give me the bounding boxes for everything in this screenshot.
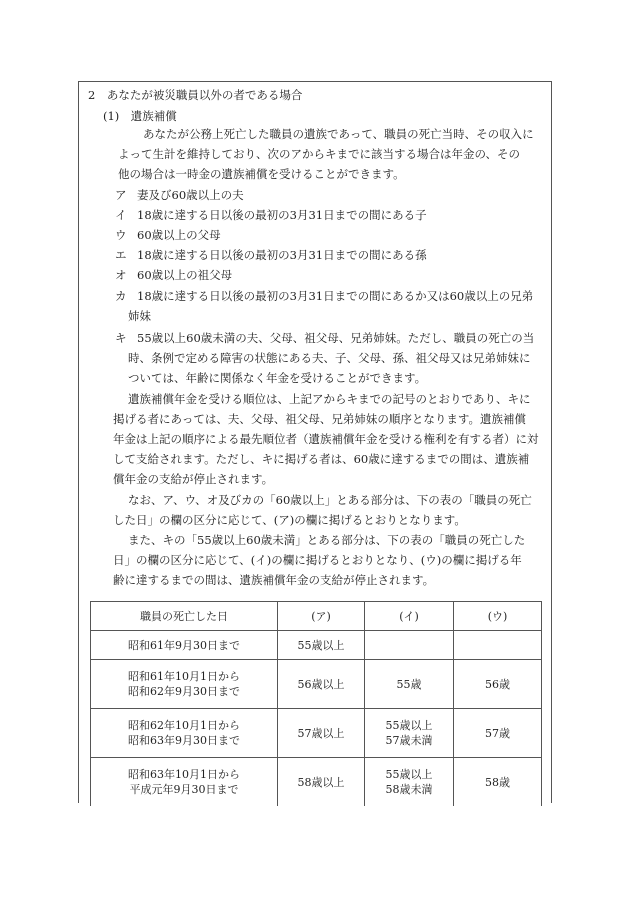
cell-death-date: 昭和61年10月1日から 昭和62年9月30日まで — [91, 660, 278, 709]
section-heading: 2 あなたが被災職員以外の者である場合 — [88, 88, 303, 102]
cell-i: 55歳 — [365, 660, 454, 709]
item-text: 妻及び60歳以上の夫 — [137, 188, 244, 202]
paragraph-line: して支給されます。ただし、キに掲げる者は、60歳に達するまでの間は、遺族補 — [113, 452, 530, 466]
item-label: キ — [115, 331, 127, 345]
section-subheading: (1) 遺族補償 — [103, 109, 177, 123]
header-u: (ウ) — [454, 602, 542, 631]
cell-u: 57歳 — [454, 709, 542, 758]
item-label: ア — [115, 188, 127, 202]
item-text: ついては、年齢に関係なく年金を受けることができます。 — [128, 371, 427, 385]
header-a: (ア) — [278, 602, 365, 631]
table-row — [91, 758, 542, 807]
cell-death-date: 昭和63年10月1日から 平成元年9月30日まで — [91, 758, 278, 807]
table-row — [91, 660, 542, 709]
intro-line: 他の場合は一時金の遺族補償を受けることができます。 — [118, 167, 405, 181]
cell-a: 58歳以上 — [278, 758, 365, 807]
table-row — [91, 631, 542, 660]
item-text: 18歳に達する日以後の最初の3月31日までの間にある子 — [137, 208, 427, 222]
item-text: 60歳以上の父母 — [137, 228, 221, 242]
item-text: 18歳に達する日以後の最初の3月31日までの間にある孫 — [137, 248, 427, 262]
item-text: 18歳に達する日以後の最初の3月31日までの間にあるか又は60歳以上の兄弟 — [137, 289, 534, 303]
cell-a: 55歳以上 — [278, 631, 365, 660]
paragraph-line: した日」の欄の区分に応じて、(ア)の欄に掲げるとおりとなります。 — [113, 513, 466, 527]
paragraph-line: 遺族補償年金を受ける順位は、上記アからキまでの記号のとおりであり、キに — [128, 392, 531, 406]
item-text: 55歳以上60歳未満の夫、父母、祖父母、兄弟姉妹。ただし、職員の死亡の当 — [137, 331, 535, 345]
header-death-date: 職員の死亡した日 — [91, 602, 278, 631]
item-label: イ — [115, 208, 127, 222]
cell-u — [454, 631, 542, 660]
paragraph-line: また、キの「55歳以上60歳未満」とある部分は、下の表の「職員の死亡した — [128, 533, 526, 547]
cell-death-date: 昭和61年9月30日まで — [91, 631, 278, 660]
table-header-row — [91, 602, 542, 631]
intro-line: あなたが公務上死亡した職員の遺族であって、職員の死亡当時、その収入に — [143, 127, 534, 141]
age-table — [90, 601, 542, 806]
item-label: オ — [115, 268, 127, 282]
cell-u: 56歳 — [454, 660, 542, 709]
item-label: ウ — [115, 228, 127, 242]
item-text: 時、条例で定める障害の状態にある夫、子、父母、孫、祖父母又は兄弟姉妹に — [128, 351, 531, 365]
cell-a: 56歳以上 — [278, 660, 365, 709]
cell-i — [365, 631, 454, 660]
paragraph-line: 償年金の支給が停止されます。 — [113, 472, 274, 486]
paragraph-line: 掲げる者にあっては、夫、父母、祖父母、兄弟姉妹の順序となります。遺族補償 — [113, 412, 526, 426]
item-text: 60歳以上の祖父母 — [137, 268, 233, 282]
paragraph-line: 年金は上記の順序による最先順位者（遺族補償年金を受ける権利を有する者）に対 — [113, 432, 539, 446]
item-text: 姉妹 — [128, 309, 151, 323]
cell-death-date: 昭和62年10月1日から 昭和63年9月30日まで — [91, 709, 278, 758]
item-label: カ — [115, 289, 127, 303]
table-row — [91, 709, 542, 758]
paragraph-line: 齢に達するまでの間は、遺族補償年金の支給が停止されます。 — [113, 573, 435, 587]
paragraph-line: なお、ア、ウ、オ及びカの「60歳以上」とある部分は、下の表の「職員の死亡 — [128, 493, 532, 507]
paragraph-line: 日」の欄の区分に応じて、(イ)の欄に掲げるとおりとなり、(ウ)の欄に掲げる年 — [113, 553, 522, 567]
cell-i: 55歳以上 58歳未満 — [365, 758, 454, 807]
header-i: (イ) — [365, 602, 454, 631]
cell-u: 58歳 — [454, 758, 542, 807]
cell-a: 57歳以上 — [278, 709, 365, 758]
intro-line: よって生計を維持しており、次のアからキまでに該当する場合は年金の、その — [118, 147, 521, 161]
item-label: エ — [115, 248, 127, 262]
cell-i: 55歳以上 57歳未満 — [365, 709, 454, 758]
